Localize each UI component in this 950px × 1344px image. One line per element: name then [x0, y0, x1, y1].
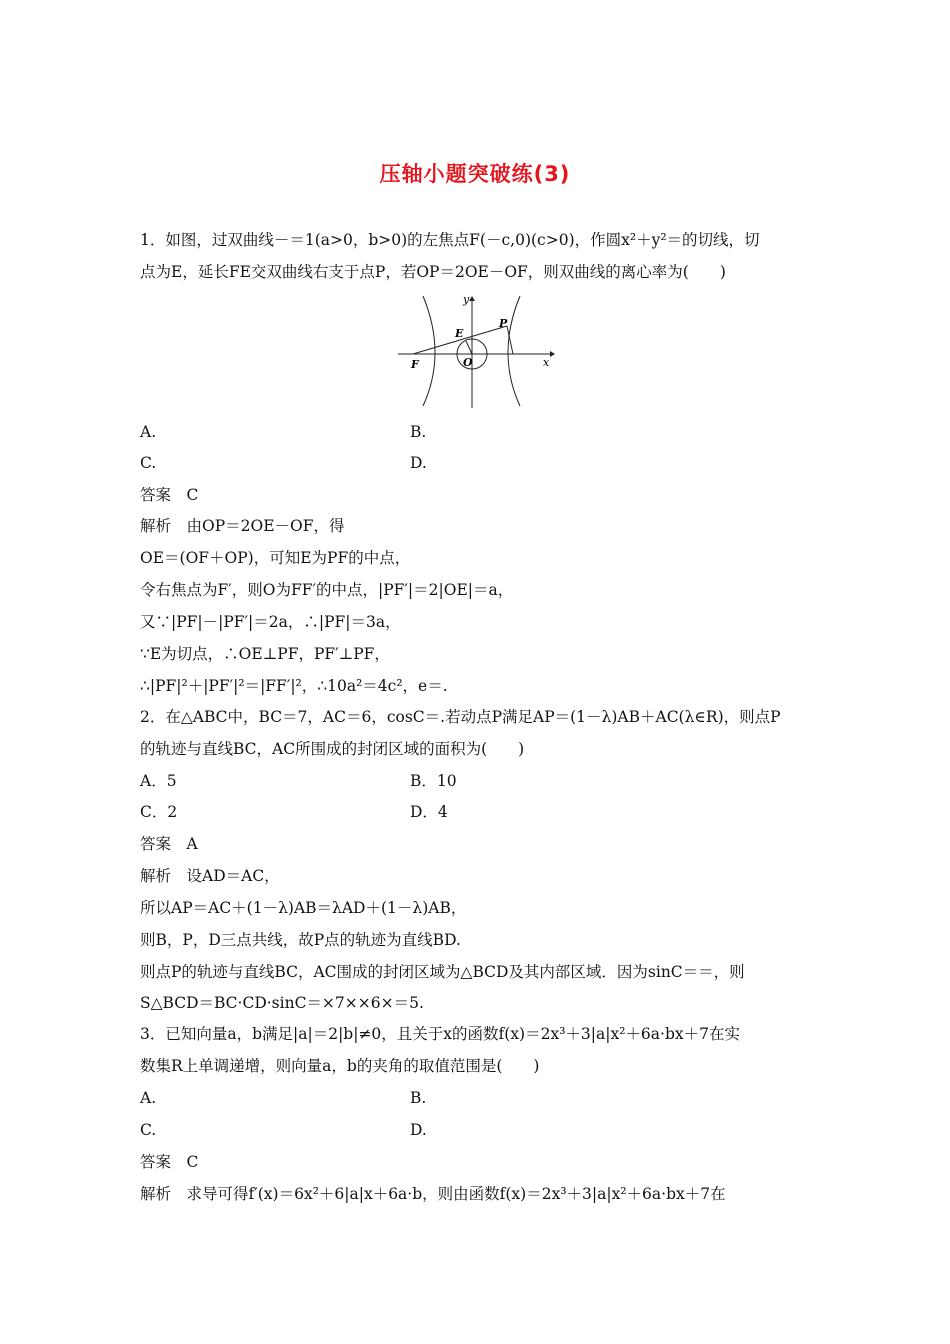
q2-option-d: D．4	[410, 803, 448, 821]
q2-solution-line3: 则B，P，D三点共线，故P点的轨迹为直线BD.	[140, 931, 461, 949]
segment-oe	[466, 341, 472, 354]
q1-option-a: A.	[140, 423, 157, 441]
label-p: P	[499, 317, 508, 330]
q3-stem-line2: 数集R上单调递增，则向量a，b的夹角的取值范围是( )	[140, 1057, 540, 1075]
label-f: F	[411, 358, 419, 371]
label-e: E	[455, 327, 464, 340]
q3-stem-line1: 3．已知向量a，b满足|a|＝2|b|≠0，且关于x的函数f(x)＝2x³＋3|a|x²＋6a·bx＋7在实	[140, 1025, 740, 1043]
q2-stem-line2: 的轨迹与直线BC，AC所围成的封闭区域的面积为( )	[140, 740, 525, 758]
q3-solution-line1: 解析 求导可得f′(x)＝6x²＋6|a|x＋6a·b，则由函数f(x)＝2x³＋3|a|x²＋6a·bx＋7在	[140, 1185, 726, 1203]
q1-option-b: B.	[410, 423, 427, 441]
q2-solution-line4: 则点P的轨迹与直线BC，AC围成的封闭区域为△BCD及其内部区域．因为sinC＝＝，则	[140, 963, 745, 981]
q2-solution-line2: 所以AP＝AC＋(1－λ)AB＝λAD＋(1－λ)AB，	[140, 899, 467, 917]
hyperbola-figure	[395, 292, 560, 410]
label-o: O	[463, 356, 473, 369]
q3-option-d: D.	[410, 1121, 427, 1139]
q1-solution-line4: 又∵|PF|－|PF′|＝2a，∴|PF|＝3a，	[140, 613, 401, 631]
q3-answer: 答案 C	[140, 1153, 199, 1171]
label-y: y	[463, 293, 470, 306]
hyperbola-diagram	[395, 292, 560, 410]
x-axis-arrow	[550, 351, 555, 357]
q1-stem-line2: 点为E，延长FE交双曲线右支于点P，若OP＝2OE－OF，则双曲线的离心率为( )	[140, 263, 726, 281]
y-axis-arrow	[469, 296, 475, 301]
q1-solution-line2: OE＝(OF＋OP)，可知E为PF的中点，	[140, 549, 411, 567]
label-x: x	[543, 356, 550, 369]
q2-solution-line1: 解析 设AD＝AC，	[140, 867, 280, 885]
q1-solution-line5: ∵E为切点，∴OE⊥PF，PF′⊥PF，	[140, 645, 390, 663]
q2-option-a: A．5	[140, 772, 177, 790]
q2-solution-line5: S△BCD＝BC·CD·sinC＝×7××6×＝5.	[140, 994, 424, 1012]
q3-option-a: A.	[140, 1089, 157, 1107]
q1-solution-line1: 解析 由OP＝2OE－OF，得	[140, 517, 345, 535]
q1-option-c: C.	[140, 454, 157, 472]
q1-answer: 答案 C	[140, 486, 199, 504]
hyperbola-right-branch	[508, 296, 520, 406]
q2-option-c: C．2	[140, 803, 178, 821]
q1-option-d: D.	[410, 454, 427, 472]
q3-option-c: C.	[140, 1121, 157, 1139]
q2-option-b: B．10	[410, 772, 457, 790]
q1-stem-line1: 1．如图，过双曲线－＝1(a>0，b>0)的左焦点F(－c,0)(c>0)，作圆x²＋y²＝的切线，切	[140, 231, 760, 249]
q1-solution-line3: 令右焦点为F′，则O为FF′的中点，|PF′|＝2|OE|＝a，	[140, 581, 514, 599]
q2-answer: 答案 A	[140, 835, 198, 853]
q3-option-b: B.	[410, 1089, 427, 1107]
q2-stem-line1: 2．在△ABC中，BC＝7，AC＝6，cosC＝.若动点P满足AP＝(1－λ)AB＋AC(λ∈R)，则点P	[140, 708, 781, 726]
q1-solution-line6: ∴|PF|²＋|PF′|²＝|FF′|²，∴10a²＝4c²，e＝.	[140, 677, 448, 695]
page-title: 压轴小题突破练(3)	[379, 162, 571, 186]
